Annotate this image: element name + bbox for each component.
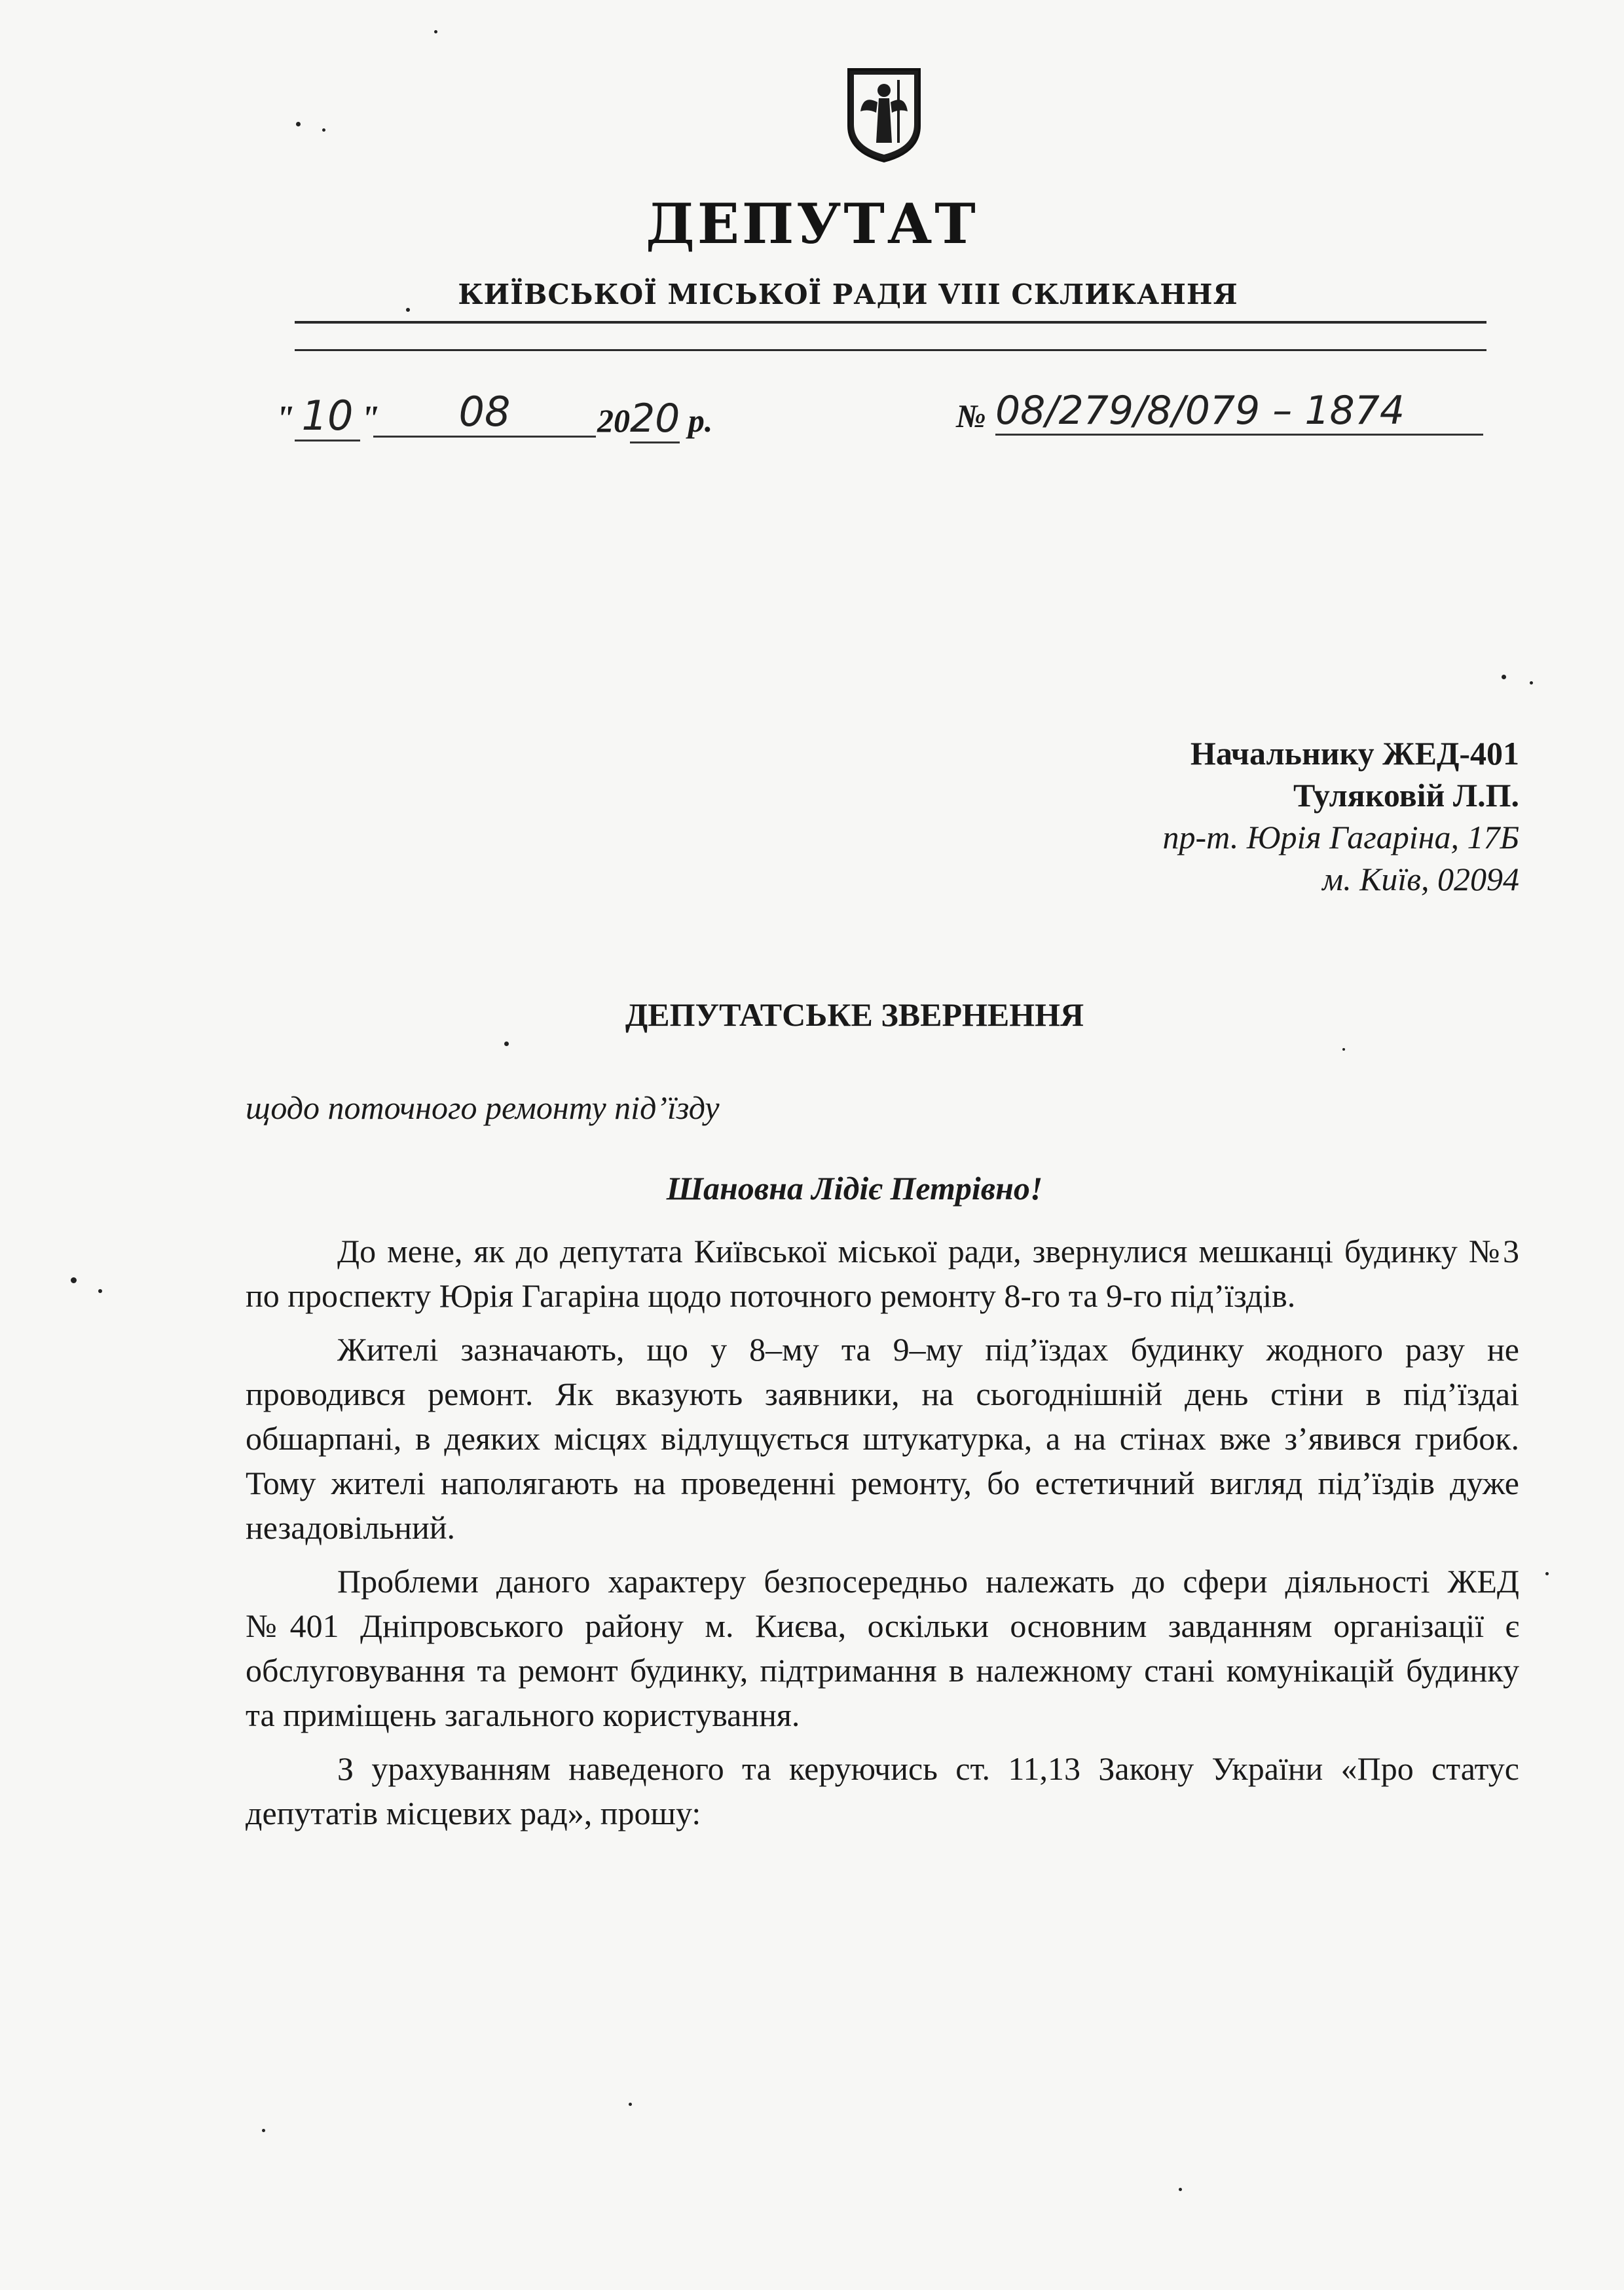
date-open-quote: " [275,398,295,438]
date-month: 08 [373,388,596,438]
reference-number: 08/279/8/079 – 1874 [995,388,1483,436]
salutation: Шановна Лідіє Петрівно! [666,1170,1043,1207]
date-close-quote: " [360,398,380,438]
addressee-street: пр-т. Юрія Гагаріна, 17Б [1162,819,1519,855]
date-day: 10 [295,392,360,441]
addressee-block [799,732,1519,900]
body-paragraph: Жителі зазначають, що у 8–му та 9–му під’їздах будинку жодного разу не проводився ремонт. Як вказують заявники, на сьогоднішній день стіни в під’їздаі обшарпані, в деяких місцях відлущується штукатурка, а на стінах вже з’явився грибок. Тому жителі наполягають на проведенні ремонту, бо естетичний вигляд під’їздів дуже незадовільний. [246,1331,1519,1546]
kyiv-coat-of-arms-icon [845,66,923,164]
date-year-suffix: 20 [630,396,680,443]
addressee-position: Начальнику ЖЕД-401 [1190,735,1519,772]
letterhead-subtitle: КИЇВСЬКОЇ МІСЬКОЇ РАДИ VIII СКЛИКАННЯ [458,278,1238,310]
body-paragraph: До мене, як до депутата Київської міської ради, звернулися мешканці будинку №3 по проспекту Юрія Гагаріна щодо поточного ремонту 8-го та 9-го під’їздів. [246,1233,1519,1314]
body-paragraph: З урахуванням наведеного та керуючись ст. 11,13 Закону України «Про статус депутатів місцевих рад», прошу: [246,1750,1519,1831]
letterhead-rule-top [295,321,1486,324]
document-subject: щодо поточного ремонту під’їзду [246,1089,720,1126]
date-year-prefix: 20 [597,402,630,439]
document-title: ДЕПУТАТСЬКЕ ЗВЕРНЕННЯ [625,996,1084,1033]
date-year-mark: р. [688,402,713,439]
letter-body [246,1229,1519,1845]
body-paragraph: Проблеми даного характеру безпосередньо належать до сфери діяльності ЖЕД №401 Дніпровського району м. Києва, оскільки основним завданням організації є обслуговування та ремонт будинку, підтримання в належному стані комунікацій будинку та приміщень загального користування. [246,1563,1519,1733]
letterhead-title: ДЕПУТАТ [646,191,978,256]
date-year [597,396,712,441]
addressee-name: Туляковій Л.П. [1293,777,1519,814]
reference-number-label: № [956,398,986,434]
addressee-city: м. Київ, 02094 [1322,861,1519,897]
date-line [275,392,380,441]
letterhead-rule-bottom [295,349,1486,351]
